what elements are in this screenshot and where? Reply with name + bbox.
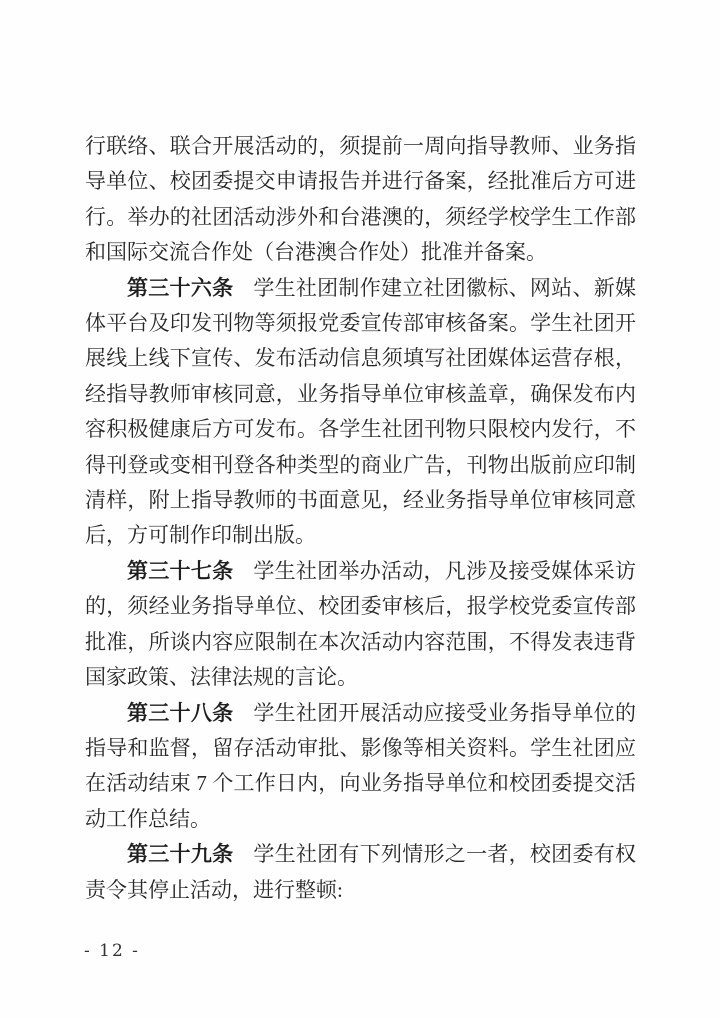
paragraph-text: 学生社团举办活动，凡涉及接受媒体采访的，须经业务指导单位、校团委审核后，报学校党委宣传部批准，所谈内容应限制在本次活动内容范围，不得发表违背国家政策、法律法规的言论。 [85,558,637,690]
paragraph-article-39 [85,837,636,908]
paragraph-article-38 [85,696,636,838]
page-number: - 12 - [84,941,140,961]
article-number: 第三十七条 [127,558,234,583]
paragraph-text: 行联络、联合开展活动的，须提前一周向指导教师、业务指导单位、校团委提交申请报告并进行备案，经批准后方可进行。举办的社团活动涉外和台港澳的，须经学校学生工作部和国际交流合作处（台港澳合作处）批准并备案。 [85,134,636,265]
paragraph-article-36 [85,271,636,554]
paragraph-text: 学生社团开展活动应接受业务指导单位的指导和监督，留存活动审批、影像等相关资料。学生社团应在活动结束 7 个工作日内，向业务指导单位和校团委提交活动工作总结。 [85,700,637,831]
paragraph-article-37 [85,554,636,696]
paragraph-text: 学生社团制作建立社团徽标、网站、新媒体平台及印发刊物等须报党委宣传部审核备案。学生社团开展线上线下宣传、发布活动信息须填写社团媒体运营存根，经指导教师审核同意，业务指导单位审核盖章，确保发布内容积极健康后方可发布。各学生社团刊物只限校内发行，不得刊登或变相刊登各种类型的商业广告，刊物出版前应印制清样，附上指导教师的书面意见，经业务指导单位审核同意后，方可制作印制出版。 [85,275,637,548]
article-number: 第三十六条 [127,275,234,300]
article-number: 第三十九条 [127,842,234,867]
paragraph-continuation [85,129,636,271]
paragraph-text: 学生社团有下列情形之一者，校团委有权责令其停止活动，进行整顿: [85,842,637,902]
document-body [85,129,636,908]
article-number: 第三十八条 [127,700,234,725]
